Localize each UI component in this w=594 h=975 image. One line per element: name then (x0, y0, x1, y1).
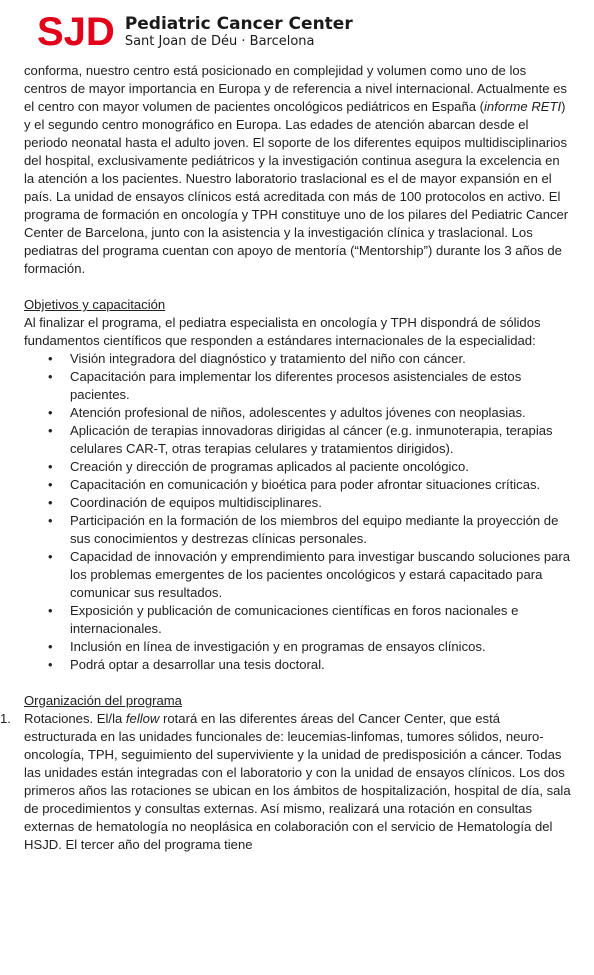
logo-letters: SJD (37, 10, 115, 54)
page-header (37, 8, 353, 56)
intro-text-1: conforma, nuestro centro está posicionado en complejidad y volumen como uno de los centros de mayor importancia en Europa y de referencia a nivel internacional. Actualmente es el centro con mayor volumen de pacientes oncológicos pediátricos en España ( (24, 63, 567, 114)
list-item-text: Podrá optar a desarrollar una tesis doctoral. (70, 657, 325, 672)
list-item-text: Coordinación de equipos multidisciplinares. (70, 495, 322, 510)
intro-text-2: ) y el segundo centro monográfico en Europa. Las edades de atención abarcan desde el periodo neonatal hasta el adulto joven. El soporte de los diferentes equipos multidisciplinarios del hospital, exclusivamente pediátricos y la investigación continua asegura la excelencia en la atención a los pacientes. Nuestro laboratorio traslacional es el de mayor expansión en el país. La unidad de ensayos clínicos está acreditada con más de 100 protocolos en activo. El programa de formación en oncología y TPH constituye uno de los pilares del Pediatric Cancer Center de Barcelona, junto con la asistencia y la investigación clínica y traslacional. Los pediatras del programa cuentan con apoyo de mentoría (“Mentorship”) durante los 3 años de formación. (24, 99, 569, 276)
item-number: 1. (0, 711, 11, 726)
list-item (48, 404, 572, 422)
list-item-text: Creación y dirección de programas aplicados al paciente oncológico. (70, 459, 469, 474)
rotaciones-text-1: Rotaciones. El/la (24, 711, 126, 726)
intro-emphasis: informe RETI (484, 99, 562, 114)
bullet-icon: • (48, 513, 53, 528)
center-subtitle: Sant Joan de Déu · Barcelona (124, 34, 315, 49)
bullet-icon: • (48, 369, 53, 384)
organizacion-heading: Organización del programa (24, 693, 182, 708)
organizacion-list (0, 710, 572, 854)
list-item-text: Capacitación para implementar los diferentes procesos asistenciales de estos pacientes. (70, 369, 522, 402)
list-item-text: Capacidad de innovación y emprendimiento para investigar buscando soluciones para los problemas emergentes de los pacientes oncológicos y estará capacitado para comunicar sus resultados. (70, 549, 571, 600)
objetivos-list (24, 350, 572, 674)
bullet-icon: • (48, 423, 53, 438)
document-body (0, 62, 572, 854)
rotaciones-emphasis: fellow (125, 711, 160, 726)
bullet-icon: • (48, 549, 53, 564)
bullet-icon: • (48, 639, 53, 654)
list-item-text: Exposición y publicación de comunicaciones científicas en foros nacionales e internacionales. (70, 603, 519, 636)
center-title: Pediatric Cancer Center (124, 14, 353, 34)
bullet-icon: • (48, 351, 53, 366)
list-item (48, 350, 572, 368)
list-item-text: Capacitación en comunicación y bioética para poder afrontar situaciones críticas. (70, 477, 541, 492)
list-item (48, 494, 572, 512)
list-item (48, 512, 572, 548)
bullet-icon: • (48, 405, 53, 420)
list-item-text: Participación en la formación de los miembros del equipo mediante la proyección de sus conocimientos y destrezas clínicas personales. (70, 513, 559, 546)
rotaciones-text-2: rotará en las diferentes áreas del Cancer Center, que está estructurada en las unidades funcionales de: leucemias-linfomas, tumores sólidos, neuro-oncología, TPH, seguimiento del superviviente y la unidad de predisposición a cáncer. Todas las unidades están integradas con el laboratorio y con la unidad de ensayos clínicos. Los dos primeros años las rotaciones se ubican en los ámbitos de hospitalización, hospital de día, sala de procedimientos y consultas externas. Así mismo, realizará una rotación en consultas externas de hematología no neoplásica en colaboración con el servicio de Hematología del HSJD. El tercer año del programa tiene (24, 711, 571, 852)
list-item-text: Atención profesional de niños, adolescentes y adultos jóvenes con neoplasias. (70, 405, 526, 420)
list-item (48, 602, 572, 638)
intro-paragraph (24, 62, 572, 278)
bullet-icon: • (48, 477, 53, 492)
bullet-icon: • (48, 459, 53, 474)
list-item (48, 656, 572, 674)
list-item-text: Aplicación de terapias innovadoras dirigidas al cáncer (e.g. inmunoterapia, terapias celulares CAR-T, otras terapias celulares y tratamientos dirigidos). (70, 423, 553, 456)
bullet-icon: • (48, 657, 53, 672)
list-item (48, 422, 572, 458)
list-item (0, 710, 572, 854)
list-item (48, 368, 572, 404)
list-item-text: Visión integradora del diagnóstico y tratamiento del niño con cáncer. (70, 351, 466, 366)
bullet-icon: • (48, 603, 53, 618)
list-item-text: Inclusión en línea de investigación y en programas de ensayos clínicos. (70, 639, 486, 654)
list-item (48, 458, 572, 476)
logo-text-block (125, 15, 353, 49)
sjd-logo (37, 12, 115, 52)
objetivos-heading: Objetivos y capacitación (24, 297, 166, 312)
objetivos-lead: Al finalizar el programa, el pediatra especialista en oncología y TPH dispondrá de sólidos fundamentos científicos que responden a estándares internacionales de la especialidad: (24, 315, 541, 348)
list-item (48, 638, 572, 656)
list-item (48, 476, 572, 494)
bullet-icon: • (48, 495, 53, 510)
list-item (48, 548, 572, 602)
